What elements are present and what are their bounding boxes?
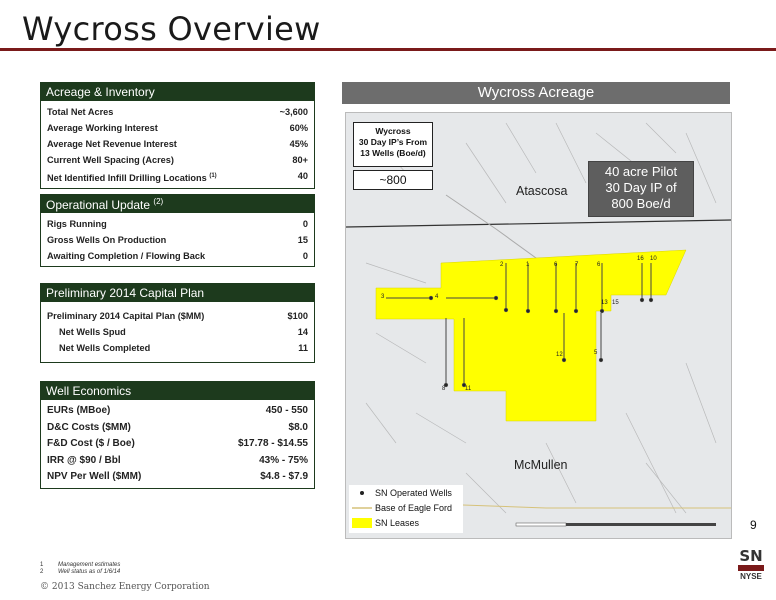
row-label: NPV Per Well ($MM) xyxy=(47,471,142,482)
table-row xyxy=(47,232,308,248)
row-label: Current Well Spacing (Acres) xyxy=(47,155,174,165)
row-label: Preliminary 2014 Capital Plan ($MM) xyxy=(47,311,205,321)
row-value: 0 xyxy=(302,251,308,261)
operational-update-header xyxy=(41,195,314,213)
legend-label: SN Leases xyxy=(375,517,420,528)
well-label: 7 xyxy=(575,262,579,268)
row-label: Average Working Interest xyxy=(47,123,158,133)
row-label: Average Net Revenue Interest xyxy=(47,139,177,149)
title-divider xyxy=(0,48,776,51)
pilot-line: 800 Boe/d xyxy=(611,196,671,211)
row-value: 0 xyxy=(302,219,308,229)
table-row xyxy=(47,436,308,453)
row-value: $17.78 - $14.55 xyxy=(237,438,308,449)
footnote-text: Well status as of 1/6/14 xyxy=(58,569,121,575)
legend-label: SN Operated Wells xyxy=(375,487,452,498)
pilot-line: 30 Day IP of xyxy=(605,180,677,195)
row-label: Rigs Running xyxy=(47,219,107,229)
table-row xyxy=(47,136,308,152)
capital-plan-header: Preliminary 2014 Capital Plan xyxy=(41,284,314,302)
logo-text: SN xyxy=(739,547,763,565)
row-value: 80+ xyxy=(292,155,308,165)
map-header: Wycross Acreage xyxy=(342,82,730,104)
well-label: 5 xyxy=(594,350,598,356)
row-label: D&C Costs ($MM) xyxy=(47,421,131,433)
logo-bar xyxy=(738,565,764,571)
well-label: 13 xyxy=(601,300,608,306)
footnotes xyxy=(40,562,120,576)
row-value: 40 xyxy=(297,171,308,181)
table-row xyxy=(47,469,308,486)
footnote-ref: (2) xyxy=(153,197,164,206)
map-legend xyxy=(349,485,463,533)
eagle-ford-line-icon xyxy=(349,506,375,510)
legend-item xyxy=(349,515,463,530)
footnote-text: Management estimates xyxy=(58,562,121,568)
well-economics-header: Well Economics xyxy=(41,382,314,400)
well-label: 15 xyxy=(612,300,619,306)
table-row xyxy=(47,453,308,470)
copyright: © 2013 Sanchez Energy Corporation xyxy=(40,582,210,592)
row-value: 45% xyxy=(289,139,308,149)
table-row xyxy=(47,403,308,420)
well-label: 16 xyxy=(637,256,644,262)
footnote-number: 1 xyxy=(40,562,44,568)
row-value: 14 xyxy=(297,327,308,337)
acreage-inventory-panel xyxy=(40,82,315,189)
acreage-inventory-header: Acreage & Inventory xyxy=(41,83,314,101)
footnote xyxy=(40,562,120,569)
row-value: 15 xyxy=(297,235,308,245)
row-value: 43% - 75% xyxy=(259,454,308,466)
ip-summary-box xyxy=(353,122,433,167)
company-logo xyxy=(738,548,764,581)
row-label: Awaiting Completion / Flowing Back xyxy=(47,251,206,261)
table-row xyxy=(47,168,308,186)
row-label: EURs (MBoe) xyxy=(47,405,111,416)
page-number: 9 xyxy=(750,518,757,532)
footnote-number: 2 xyxy=(40,569,44,575)
table-row xyxy=(47,152,308,168)
well-label: 4 xyxy=(435,294,439,300)
well-economics-panel xyxy=(40,381,315,489)
row-label xyxy=(47,168,217,186)
table-row xyxy=(47,216,308,232)
row-label: Total Net Acres xyxy=(47,107,114,117)
row-label: F&D Cost ($ / Boe) xyxy=(47,438,135,449)
table-row xyxy=(47,308,308,324)
footnote xyxy=(40,569,120,576)
operational-update-panel xyxy=(40,194,315,267)
row-label: Net Wells Completed xyxy=(59,343,151,353)
row-label: Gross Wells On Production xyxy=(47,235,167,245)
table-row xyxy=(47,120,308,136)
well-label: 1 xyxy=(526,262,530,268)
row-value: 60% xyxy=(289,123,308,133)
well-label: 11 xyxy=(465,386,472,392)
ip-box-line: 30 Day IP’s From xyxy=(358,137,428,147)
well-label: 10 xyxy=(650,256,657,262)
well-label: 8 xyxy=(442,386,446,392)
county-label-north: Atascosa xyxy=(516,184,568,198)
ip-box-line: 13 Wells (Boe/d) xyxy=(360,148,426,158)
table-row xyxy=(47,340,308,356)
header-text: Operational Update xyxy=(46,198,151,212)
row-value: ~3,600 xyxy=(279,107,308,117)
row-label: Net Wells Spud xyxy=(59,327,126,337)
row-value: $4.8 - $7.9 xyxy=(260,471,308,482)
row-value: 11 xyxy=(298,343,308,353)
footnote-ref: (1) xyxy=(209,173,217,179)
well-label: 6 xyxy=(597,262,601,268)
pilot-callout xyxy=(588,161,694,217)
table-row xyxy=(47,104,308,120)
lease-swatch-icon xyxy=(349,518,375,528)
ip-value-box: ~800 xyxy=(353,170,433,190)
legend-item xyxy=(349,485,463,500)
well-label: 12 xyxy=(556,352,563,358)
county-label-south: McMullen xyxy=(514,458,568,472)
well-label: 2 xyxy=(500,262,504,268)
row-label: IRR @ $90 / Bbl xyxy=(47,454,121,466)
capital-plan-panel xyxy=(40,283,315,363)
table-row xyxy=(47,420,308,437)
legend-item xyxy=(349,500,463,515)
row-value: 450 - 550 xyxy=(265,405,308,416)
ip-box-line: Wycross xyxy=(375,126,411,136)
row-label-text: Net Identified Infill Drilling Locations xyxy=(47,173,207,184)
well-dot-icon xyxy=(349,490,375,496)
table-row xyxy=(47,248,308,264)
table-row xyxy=(47,324,308,340)
logo-exchange: NYSE xyxy=(740,572,762,581)
pilot-line: 40 acre Pilot xyxy=(604,164,678,179)
well-label: 3 xyxy=(381,294,385,300)
row-value: $8.0 xyxy=(288,421,308,433)
row-value: $100 xyxy=(287,311,308,321)
page-title: Wycross Overview xyxy=(22,10,321,48)
legend-label: Base of Eagle Ford xyxy=(375,502,453,513)
well-label: 6 xyxy=(554,262,558,268)
